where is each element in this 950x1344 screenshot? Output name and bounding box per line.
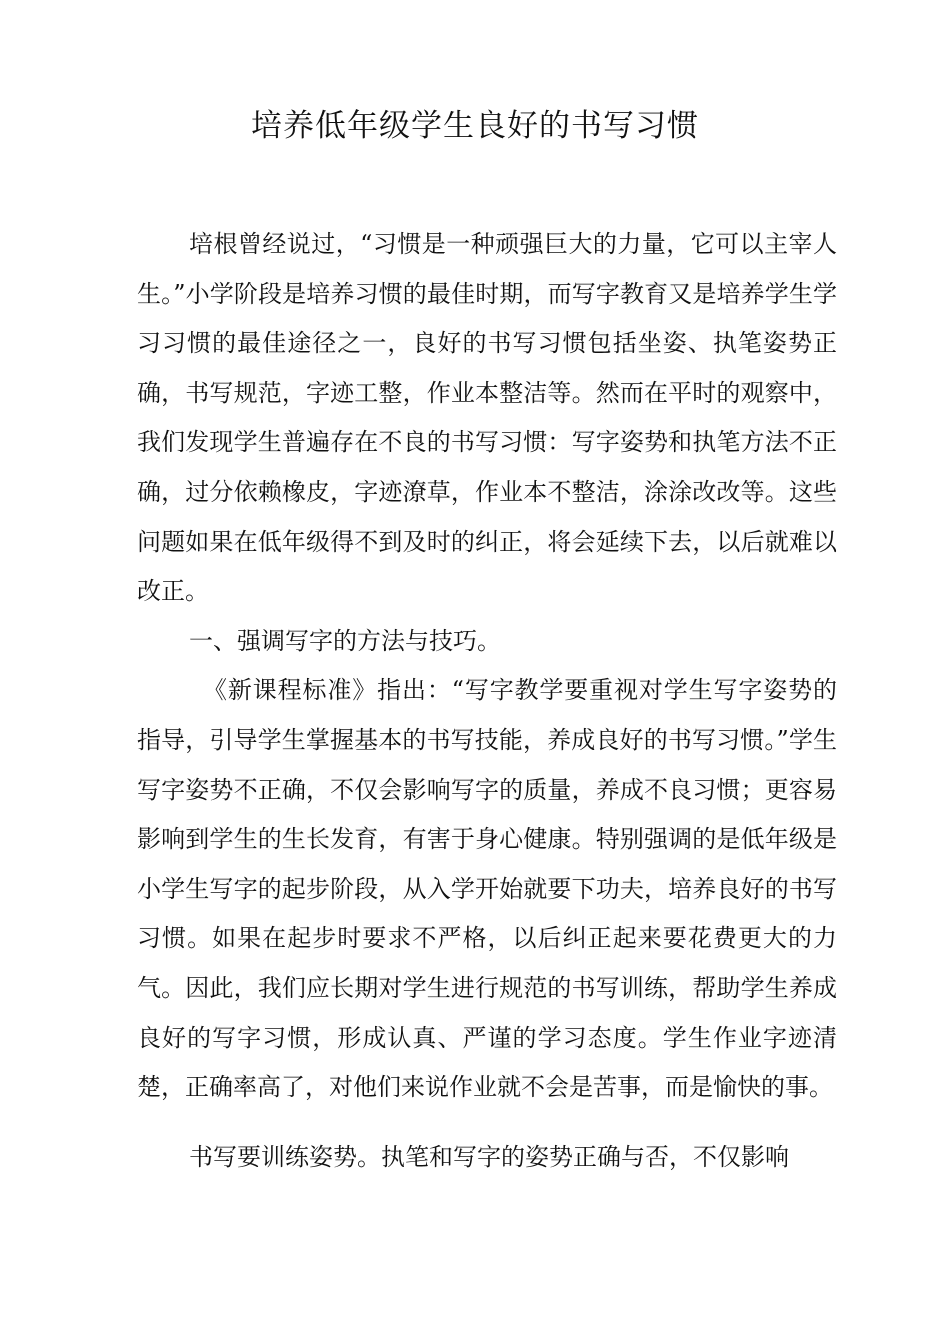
paragraph-writing-posture: 书写要训练姿势。执笔和写字的姿势正确与否，不仅影响 xyxy=(189,1142,789,1171)
paragraph-intro: 培根曾经说过，“习惯是一种顽强巨大的力量，它可以主宰人生。”小学阶段是培养习惯的最佳时期，而写字教育又是培养学生学习习惯的最佳途径之一，良好的书写习惯包括坐姿、执笔姿势正确，书写规范，字迹工整，作业本整洁等。然而在平时的观察中，我们发现学生普遍存在不良的书写习惯：写字姿势和执笔方法不正确，过分依赖橡皮，字迹潦草，作业本不整洁，涂涂改改等。这些问题如果在低年级得不到及时的纠正，将会延续下去，以后就难以改正。 xyxy=(137,230,837,606)
section-heading-1: 一、强调写字的方法与技巧。 xyxy=(189,626,501,655)
paragraph-curriculum-standard: 《新课程标准》指出：“写字教学要重视对学生写字姿势的指导，引导学生掌握基本的书写技能，养成良好的书写习惯。”学生写字姿势不正确，不仅会影响写字的质量，养成不良习惯；更容易影响到学生的生长发育，有害于身心健康。特别强调的是低年级是小学生写字的起步阶段，从入学开始就要下功夫，培养良好的书写习惯。如果在起步时要求不严格，以后纠正起来要花费更大的力气。因此，我们应长期对学生进行规范的书写训练，帮助学生养成良好的写字习惯，形成认真、严谨的学习态度。学生作业字迹清楚，正确率高了，对他们来说作业就不会是苦事，而是愉快的事。 xyxy=(137,676,837,1102)
document-body xyxy=(137,220,837,1182)
document-title: 培养低年级学生良好的书写习惯 xyxy=(251,108,699,144)
